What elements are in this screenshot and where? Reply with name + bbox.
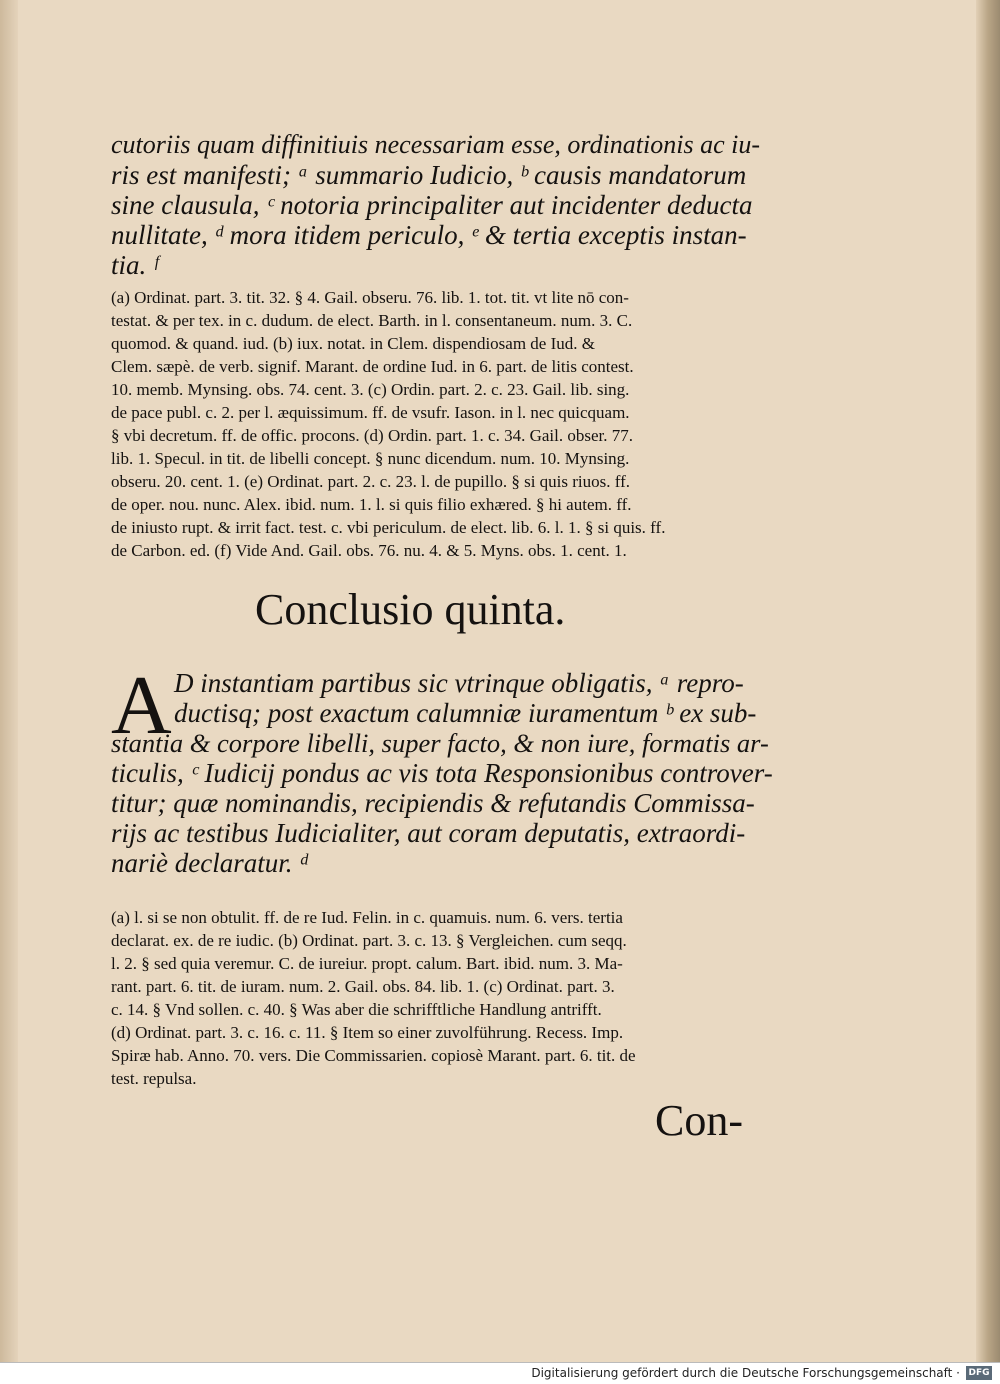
section-heading: Conclusio quinta. bbox=[255, 585, 566, 634]
footnote-line: de Carbon. ed. (f) Vide And. Gail. obs. 76. nu. 4. & 5. Myns. obs. 1. cent. 1. bbox=[111, 541, 627, 560]
footnote-line: lib. 1. Specul. in tit. de libelli concept. § nunc dicendum. num. 10. Mynsing. bbox=[111, 449, 630, 468]
text-line: rijs ac testibus Iudicialiter, aut coram deputatis, extraordi- bbox=[111, 818, 746, 848]
footnote-line: l. 2. § sed quia veremur. C. de iureiur. propt. calum. Bart. ibid. num. 3. Ma- bbox=[111, 954, 623, 973]
digitization-footer bbox=[0, 1362, 1000, 1384]
text-line: stantia & corpore libelli, super facto, & non iure, formatis ar- bbox=[111, 728, 769, 758]
text-line: sine clausula, ᶜ notoria principaliter aut incidenter deducta bbox=[111, 190, 753, 220]
footnote-line: declarat. ex. de re iudic. (b) Ordinat. part. 3. c. 13. § Vergleichen. cum seqq. bbox=[111, 931, 627, 950]
footnote-line: testat. & per tex. in c. dudum. de elect. Barth. in l. consentaneum. num. 3. C. bbox=[111, 311, 633, 330]
footnote-line: c. 14. § Vnd sollen. c. 40. § Was aber die schrifftliche Handlung antrifft. bbox=[111, 1000, 602, 1019]
footer-credit: Digitalisierung gefördert durch die Deutsche Forschungsgemeinschaft · bbox=[531, 1366, 960, 1380]
text-line: cutoriis quam diffinitiuis necessariam esse, ordinationis ac iu- bbox=[111, 130, 761, 159]
text-line: ris est manifesti; ᵃ summario Iudicio, ᵇ causis mandatorum bbox=[111, 160, 747, 190]
text-line: nullitate, ᵈ mora itidem periculo, ᵉ & tertia exceptis instan- bbox=[111, 220, 747, 250]
footnote-line: de oper. nou. nunc. Alex. ibid. num. 1. l. si quis filio exhæred. § hi autem. ff. bbox=[111, 495, 632, 514]
text-line: tia. ᶠ bbox=[111, 250, 158, 280]
text-line: nariè declaratur. ᵈ bbox=[111, 848, 308, 878]
footnote-line: (a) l. si se non obtulit. ff. de re Iud. Felin. in c. quamuis. num. 6. vers. tertia bbox=[111, 908, 623, 927]
catchword: Con- bbox=[655, 1096, 743, 1145]
footnote-line: quomod. & quand. iud. (b) iux. notat. in Clem. dispendiosam de Iud. & bbox=[111, 334, 595, 353]
footnote-line: 10. memb. Mynsing. obs. 74. cent. 3. (c) Ordin. part. 2. c. 23. Gail. lib. sing. bbox=[111, 380, 630, 399]
text-line: ductisq; post exactum calumniæ iuramentum ᵇ ex sub- bbox=[174, 698, 757, 728]
footnote-line: rant. part. 6. tit. de iuram. num. 2. Gail. obs. 84. lib. 1. (c) Ordinat. part. 3. bbox=[111, 977, 615, 996]
footnote-line: (a) Ordinat. part. 3. tit. 32. § 4. Gail. obseru. 76. lib. 1. tot. tit. vt lite nō con- bbox=[111, 288, 629, 307]
page-gutter bbox=[0, 0, 18, 1362]
footnote-line: § vbi decretum. ff. de offic. procons. (d) Ordin. part. 1. c. 34. Gail. obser. 77. bbox=[111, 426, 633, 445]
footnote-line: de iniusto rupt. & irrit fact. test. c. vbi periculum. de elect. lib. 6. l. 1. § si quis. ff. bbox=[111, 518, 666, 537]
footnote-line: obseru. 20. cent. 1. (e) Ordinat. part. 2. c. 23. l. de pupillo. § si quis riuos. ff. bbox=[111, 472, 631, 491]
footnote-line: (d) Ordinat. part. 3. c. 16. c. 11. § Item so einer zuvolführung. Recess. Imp. bbox=[111, 1023, 624, 1042]
page-edge bbox=[976, 0, 1000, 1362]
text-line: ticulis, ᶜ Iudicij pondus ac vis tota Responsionibus controver- bbox=[111, 758, 773, 788]
text-line: titur; quæ nominandis, recipiendis & refutandis Commissa- bbox=[111, 788, 755, 818]
footnote-line: Spiræ hab. Anno. 70. vers. Die Commissarien. copiosè Marant. part. 6. tit. de bbox=[111, 1046, 636, 1065]
footnote-line: Clem. sæpè. de verb. signif. Marant. de ordine Iud. in 6. part. de litis contest. bbox=[111, 357, 634, 376]
footnote-line: test. repulsa. bbox=[111, 1069, 197, 1088]
dfg-logo: DFG bbox=[966, 1366, 992, 1380]
drop-cap-initial: A bbox=[111, 659, 172, 752]
text-line: D instantiam partibus sic vtrinque obligatis, ᵃ repro- bbox=[174, 668, 744, 698]
footnote-line: de pace publ. c. 2. per l. æquissimum. ff. de vsufr. Iason. in l. nec quicquam. bbox=[111, 403, 630, 422]
